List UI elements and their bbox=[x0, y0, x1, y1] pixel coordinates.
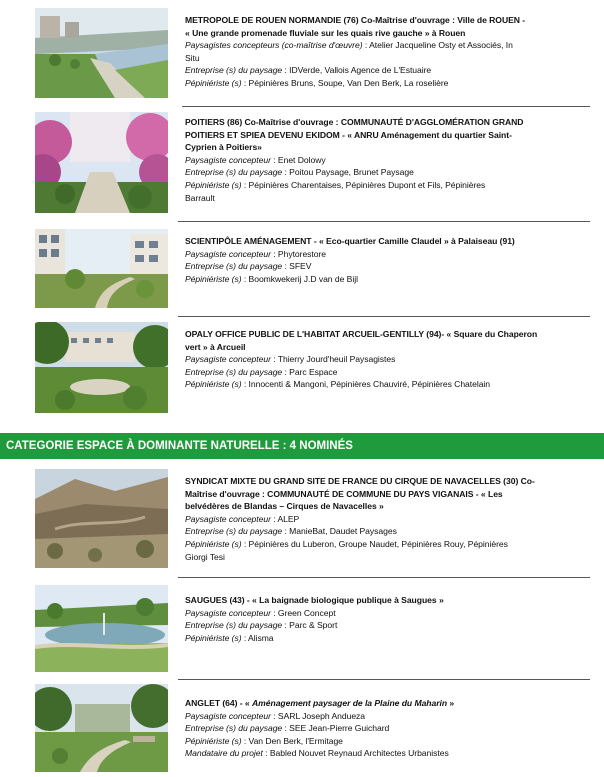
designer-value: : ALEP bbox=[270, 513, 300, 524]
separator-line bbox=[178, 221, 590, 222]
company-value: : ManieBat, Daudet Paysages bbox=[282, 526, 397, 537]
separator-line bbox=[178, 316, 590, 317]
entry-title-rest: Co-Maîtrise d'ouvrage : Ville de ROUEN - bbox=[358, 15, 526, 25]
entry-title-line3: Cyprien à Poitiers» bbox=[185, 142, 262, 153]
entry-title: METROPOLE DE ROUEN NORMANDIE (76) bbox=[185, 15, 359, 25]
entry-rouen-text bbox=[185, 14, 585, 90]
nursery-value: : Pépinières Bruns, Soupe, Van Den Berk, La roselière bbox=[241, 77, 449, 88]
photo-poitiers-garden bbox=[35, 112, 168, 213]
company-value: : SFEV bbox=[282, 261, 312, 272]
nursery-value: : Alisma bbox=[241, 632, 274, 643]
separator-line bbox=[182, 106, 590, 107]
designer-value: : Atelier Jacqueline Osty et Associés, In bbox=[362, 40, 513, 51]
entry-title-project: Aménagement paysager de la Plaine du Maharin bbox=[252, 698, 448, 708]
company-label: Entreprise (s) du paysage bbox=[185, 366, 283, 377]
nursery-label: Pépiniériste (s) bbox=[185, 77, 242, 88]
entry-navacelles-text bbox=[185, 475, 585, 563]
designer-value: : SARL Joseph Andueza bbox=[270, 710, 366, 721]
photo-navacelles-cirque bbox=[35, 469, 168, 568]
separator-line bbox=[178, 577, 590, 578]
category-banner: CATEGORIE ESPACE À DOMINANTE NATURELLE : 4 NOMINÉS bbox=[0, 433, 604, 459]
nursery-label: Pépiniériste (s) bbox=[185, 379, 242, 390]
designer-value: : Enet Dolowy bbox=[270, 154, 326, 165]
entry-title-line2: POITIERS ET SPIEA DEVENU EKIDOM - « ANRU Aménagement du quartier Saint- bbox=[185, 129, 512, 140]
company-label: Entreprise (s) du paysage bbox=[185, 261, 283, 272]
nursery-value: : Pépinières du Luberon, Groupe Naudet, Pépinières Rouy, Pépinières bbox=[241, 538, 508, 549]
nursery-value-line2: Giorgi Tesi bbox=[185, 551, 225, 562]
nursery-label: Pépiniériste (s) bbox=[185, 538, 242, 549]
entry-poitiers-text bbox=[185, 116, 585, 204]
designer-label: Paysagiste concepteur bbox=[185, 513, 271, 524]
nursery-value-line2: Barrault bbox=[185, 192, 215, 203]
company-label: Entreprise (s) du paysage bbox=[185, 526, 283, 537]
company-label: Entreprise (s) du paysage bbox=[185, 167, 283, 178]
entry-saugues-text bbox=[185, 594, 585, 644]
company-value: : Parc & Sport bbox=[282, 620, 338, 631]
company-value: : SEE Jean-Pierre Guichard bbox=[282, 723, 390, 734]
nursery-value: : Pépinières Charentaises, Pépinières Dupont et Fils, Pépinières bbox=[241, 179, 486, 190]
designer-value-line2: Situ bbox=[185, 52, 200, 63]
entry-opaly-text bbox=[185, 328, 585, 391]
designer-label: Paysagiste concepteur bbox=[185, 154, 271, 165]
designer-value: : Thierry Jourd'heuil Paysagistes bbox=[270, 354, 396, 365]
nursery-value: : Van Den Berk, l'Ermitage bbox=[241, 735, 343, 746]
company-value: : IDVerde, Vallois Agence de L'Estuaire bbox=[282, 65, 432, 76]
entry-title-line3: belvédères de Blandas – Cirques de Navacelles » bbox=[185, 501, 384, 512]
entry-title-line2: vert » à Arcueil bbox=[185, 341, 246, 352]
company-value: : Parc Espace bbox=[282, 366, 338, 377]
photo-rouen-riverside bbox=[35, 8, 168, 98]
entry-title: POITIERS (86) Co-Maîtrise d'ouvrage : COMMUNAUTÉ D'AGGLOMÉRATION GRAND bbox=[185, 117, 524, 127]
entry-anglet-text bbox=[185, 697, 585, 760]
photo-anglet-maharin bbox=[35, 684, 168, 772]
nursery-label: Pépiniériste (s) bbox=[185, 632, 242, 643]
photo-arcueil-square bbox=[35, 322, 168, 413]
entry-title: ANGLET (64) - « bbox=[185, 698, 253, 708]
nursery-label: Pépiniériste (s) bbox=[185, 179, 242, 190]
mandate-label: Mandataire du projet bbox=[185, 748, 263, 759]
photo-palaiseau-ecoquartier bbox=[35, 229, 168, 308]
company-label: Entreprise (s) du paysage bbox=[185, 723, 283, 734]
designer-label: Paysagiste concepteur bbox=[185, 710, 271, 721]
nursery-label: Pépiniériste (s) bbox=[185, 273, 242, 284]
designer-label: Paysagiste concepteur bbox=[185, 607, 271, 618]
company-label: Entreprise (s) du paysage bbox=[185, 620, 283, 631]
photo-saugues-baignade bbox=[35, 585, 168, 672]
company-value: : Poitou Paysage, Brunet Paysage bbox=[282, 167, 414, 178]
entry-title: SAUGUES (43) - « La baignade biologique publique à Saugues » bbox=[185, 595, 444, 605]
entry-title-line2: « Une grande promenade fluviale sur les quais rive gauche » à Rouen bbox=[185, 27, 466, 38]
entry-title: SCIENTIPÔLE AMÉNAGEMENT - « Eco-quartier Camille Claudel » à Palaiseau (91) bbox=[185, 236, 515, 246]
designer-label: Paysagistes concepteurs (co-maîtrise d'œuvre) bbox=[185, 40, 363, 51]
nursery-value: : Innocenti & Mangoni, Pépinières Chauviré, Pépinières Chatelain bbox=[241, 379, 491, 390]
mandate-value: : Babled Nouvet Reynaud Architectes Urbanistes bbox=[262, 748, 449, 759]
entry-title: SYNDICAT MIXTE DU GRAND SITE DE FRANCE DU CIRQUE DE NAVACELLES (30) Co- bbox=[185, 476, 535, 486]
designer-label: Paysagiste concepteur bbox=[185, 354, 271, 365]
designer-value: : Green Concept bbox=[270, 607, 336, 618]
separator-line bbox=[178, 679, 590, 680]
entry-title: OPALY OFFICE PUBLIC DE L'HABITAT ARCUEIL-GENTILLY (94)- « Square du Chaperon bbox=[185, 329, 538, 339]
designer-label: Paysagiste concepteur bbox=[185, 248, 271, 259]
designer-value: : Phytorestore bbox=[270, 248, 327, 259]
nursery-label: Pépiniériste (s) bbox=[185, 735, 242, 746]
nursery-value: : Boomkwekerij J.D van de Bijl bbox=[241, 273, 358, 284]
entry-title-end: » bbox=[447, 698, 455, 708]
entry-scientipole-text bbox=[185, 235, 585, 285]
entry-title-line2: Maîtrise d'ouvrage : COMMUNAUTÉ DE COMMUNE DU PAYS VIGANAIS - « Les bbox=[185, 488, 503, 499]
company-label: Entreprise (s) du paysage bbox=[185, 65, 283, 76]
